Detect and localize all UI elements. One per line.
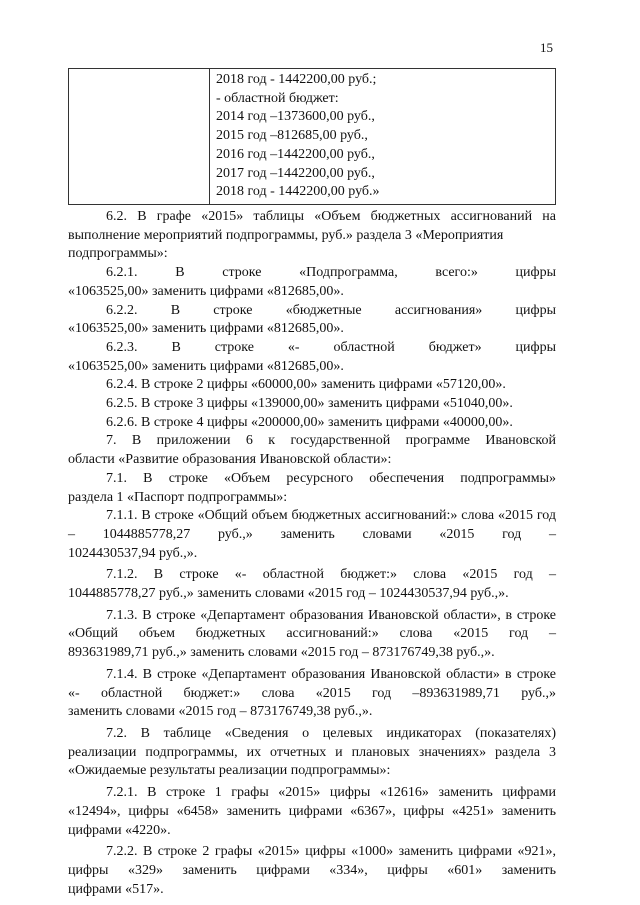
paragraph-text: 7.1.2. В строке «- областной бюджет:» слова «2015 год – — [106, 567, 556, 583]
paragraph-text-end: области «Развитие образования Ивановской области»: — [68, 452, 392, 468]
paragraph-text-end: «Ожидаемые результаты реализации подпрограммы»: — [68, 763, 391, 779]
paragraph-6-2-4 — [68, 376, 556, 395]
paragraph-7-2-2 — [68, 843, 556, 899]
table-row — [69, 69, 556, 205]
paragraph-text: 7.1.1. В строке «Общий объем бюджетных ассигнований:» слова «2015 год – 1044885778,27 руб.,» заменить словами «2015 год – — [68, 508, 556, 542]
paragraph-7-2-1 — [68, 784, 556, 840]
paragraph-text-end: 1024430537,94 руб.,». — [68, 545, 198, 561]
paragraph-6-2 — [68, 208, 556, 264]
paragraph-7-1-4 — [68, 666, 556, 722]
paragraph-text-end: цифрами «4220». — [68, 822, 171, 838]
table-cell-line: 2014 год –1373600,00 руб., — [216, 109, 375, 125]
paragraph-text-end: 1044885778,27 руб.,» заменить словами «2015 год – 1024430537,94 руб.,». — [68, 586, 509, 602]
paragraph-6-2-2 — [68, 302, 556, 339]
paragraph-7 — [68, 432, 556, 469]
table-cell-line: 2016 год –1442200,00 руб., — [216, 146, 375, 162]
paragraph-6-2-6 — [68, 414, 556, 433]
paragraph-text: 7.1. В строке «Объем ресурсного обеспечения подпрограммы» — [106, 470, 556, 486]
paragraph-6-2-3 — [68, 339, 556, 376]
paragraph-text-end: подпрограммы»: — [68, 246, 168, 262]
table-left-cell — [69, 69, 210, 205]
paragraph-7-2 — [68, 725, 556, 781]
paragraph-text-end: заменить словами «2015 год – 873176749,38 руб.,». — [68, 704, 373, 720]
table-cell-line: 2018 год - 1442200,00 руб.; — [216, 72, 377, 87]
paragraph-7-1-2 — [68, 566, 556, 603]
paragraph-7-1-3 — [68, 607, 556, 663]
paragraph-6-2-5 — [68, 395, 556, 414]
paragraph-text: 7.1.3. В строке «Департамент образования Ивановской области», в строке «Общий объем бюджетных ассигнований:» слова «2015 год – — [68, 607, 556, 642]
paragraph-text-end: «1063525,00» заменить цифрами «812685,00». — [68, 283, 344, 299]
page-number: 15 — [540, 40, 553, 55]
paragraph-text-end: «1063525,00» заменить цифрами «812685,00». — [68, 358, 344, 374]
budget-table-fragment — [68, 68, 556, 205]
paragraph-text: 7.2. В таблице «Сведения о целевых индикаторах (показателях) реализации подпрограммы, их отчетных и плановых значениях» раздела 3 — [68, 725, 556, 760]
paragraph-text: 6.2.6. В строке 4 цифры «200000,00» заменить цифрами «40000,00». — [106, 414, 513, 430]
paragraph-text: 6.2.5. В строке 3 цифры «139000,00» заменить цифрами «51040,00». — [106, 396, 513, 412]
paragraph-text-end: «1063525,00» заменить цифрами «812685,00». — [68, 321, 344, 337]
paragraph-7-1 — [68, 470, 556, 507]
paragraph-text-end: цифрами «517». — [68, 881, 164, 897]
paragraph-text: 7. В приложении 6 к государственной программе Ивановской — [106, 433, 556, 449]
paragraph-text-end: 893631989,71 руб.,» заменить словами «2015 год – 873176749,38 руб.,». — [68, 645, 495, 661]
paragraph-text: 7.2.1. В строке 1 графы «2015» цифры «12616» заменить цифрами «12494», цифры «6458» заменить цифрами «6367», цифры «4251» заменить — [68, 785, 556, 819]
paragraph-7-1-1 — [68, 507, 556, 563]
table-cell-line: - областной бюджет: — [216, 90, 339, 106]
table-cell-line: 2015 год –812685,00 руб., — [216, 128, 368, 144]
paragraph-text-end: раздела 1 «Паспорт подпрограммы»: — [68, 489, 288, 505]
paragraph-text: 7.2.2. В строке 2 графы «2015» цифры «1000» заменить цифрами «921», цифры «329» заменить цифрами «334», цифры «601» заменить — [68, 844, 556, 878]
document-body — [68, 208, 556, 899]
paragraph-text: 6.2.4. В строке 2 цифры «60000,00» заменить цифрами «57120,00». — [106, 377, 506, 393]
paragraph-text: 6.2.1. В строке «Подпрограмма, всего:» цифры — [106, 265, 556, 281]
paragraph-6-2-1 — [68, 264, 556, 301]
paragraph-text: 7.1.4. В строке «Департамент образования Ивановской области» в строке «- областной бюджет:» слова «2015 год –893631989,71 руб.,» — [68, 666, 556, 701]
table-cell-line: 2018 год - 1442200,00 руб.» — [216, 184, 380, 200]
table-cell-line: 2017 год –1442200,00 руб., — [216, 165, 375, 181]
paragraph-text: 6.2. В графе «2015» таблицы «Объем бюджетных ассигнований на выполнение мероприятий подпрограммы, руб.» раздела 3 «Мероприятия — [68, 209, 556, 243]
table-right-cell — [210, 69, 556, 205]
paragraph-text: 6.2.2. В строке «бюджетные ассигнования» цифры — [106, 302, 556, 318]
paragraph-text: 6.2.3. В строке «- областной бюджет» цифры — [106, 339, 556, 355]
